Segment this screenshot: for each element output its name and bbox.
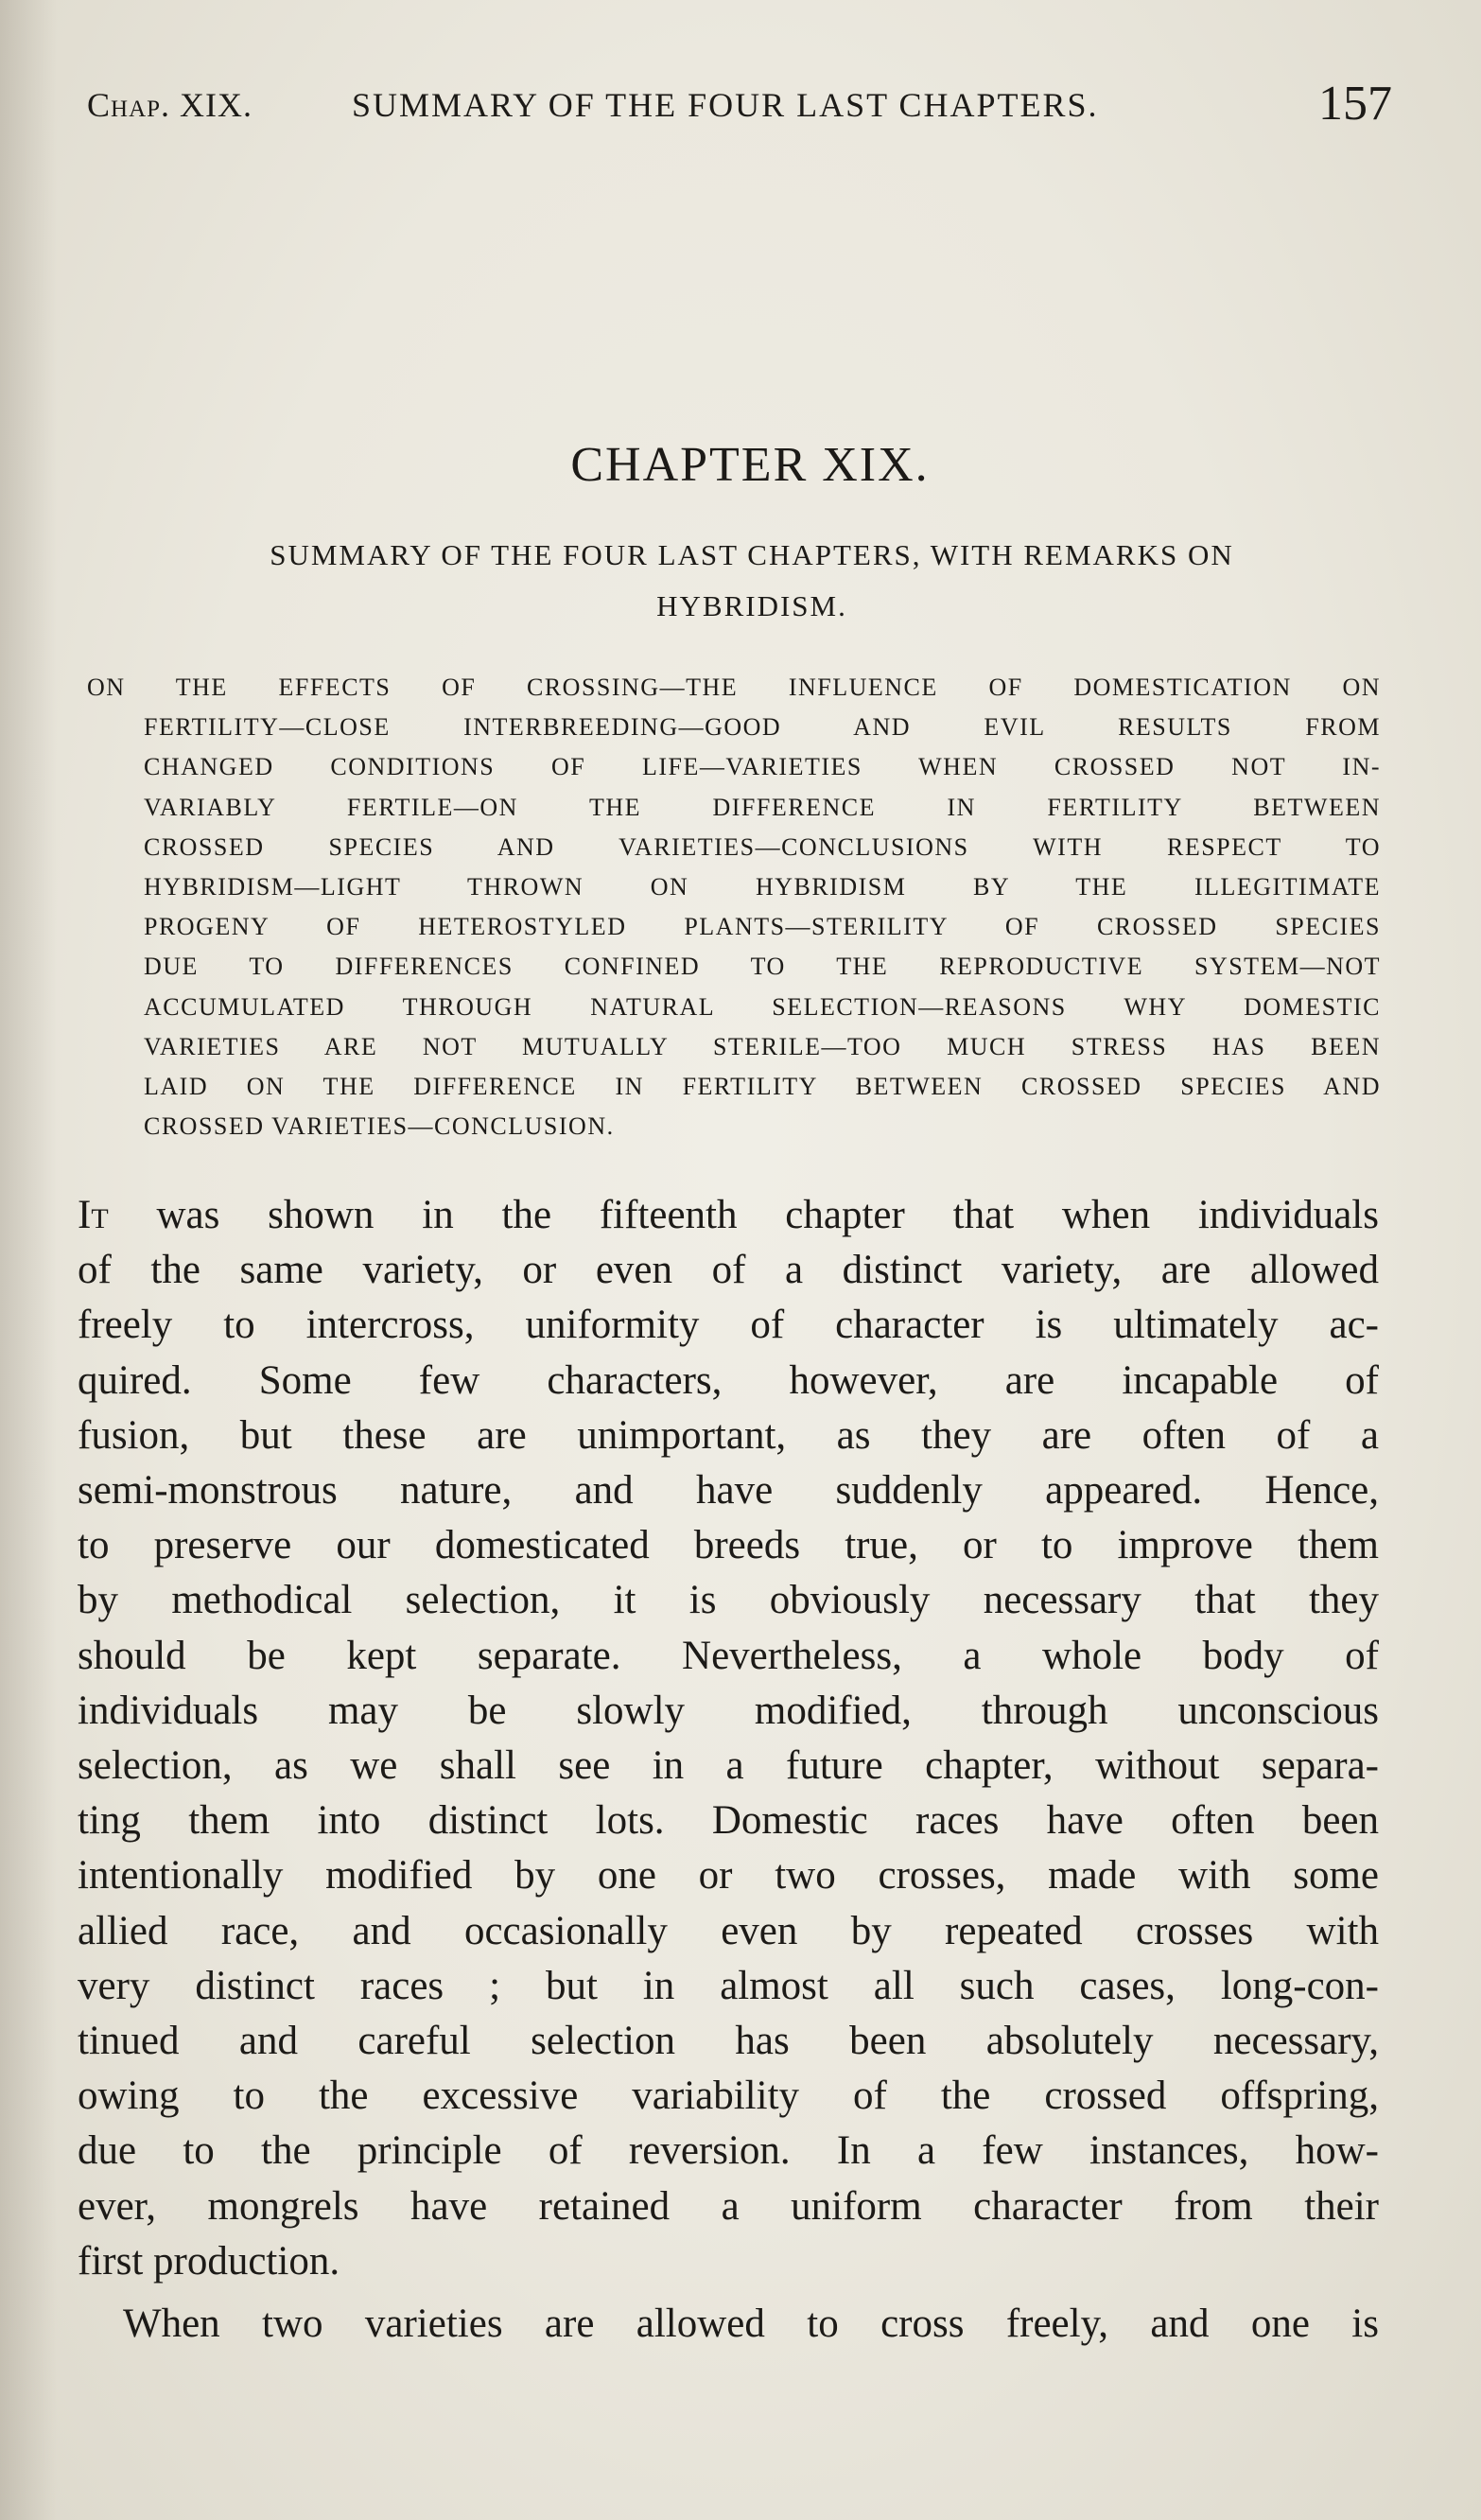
synopsis-line: ACCUMULATED THROUGH NATURAL SELECTION—REASONS WHY DOMESTIC — [144, 992, 1381, 1021]
body-line: due to the principle of reversion. In a few instances, how- — [78, 2128, 1379, 2174]
body-line: to preserve our domesticated breeds true, or to improve them — [78, 1523, 1379, 1568]
synopsis-line: VARIETIES ARE NOT MUTUALLY STERILE—TOO MUCH STRESS HAS BEEN — [144, 1032, 1381, 1060]
body-line: very distinct races ; but in almost all such cases, long-con- — [78, 1963, 1379, 2008]
running-head-chapter: Chap. XIX. — [87, 86, 253, 124]
body-line: owing to the excessive variability of the crossed offspring, — [78, 2074, 1379, 2119]
body-line: first production. — [78, 2238, 340, 2284]
body-line: allied race, and occasionally even by repeated crosses with — [78, 1908, 1379, 1953]
synopsis-line: HYBRIDISM—LIGHT THROWN ON HYBRIDISM BY THE ILLEGITIMATE — [144, 873, 1381, 901]
body-line: intentionally modified by one or two crosses, made with some — [78, 1853, 1379, 1899]
body-line: semi-monstrous nature, and have suddenly appeared. Hence, — [78, 1468, 1379, 1514]
body-line: quired. Some few characters, however, are incapable of — [78, 1357, 1379, 1403]
synopsis-line: PROGENY OF HETEROSTYLED PLANTS—STERILITY OF CROSSED SPECIES — [144, 913, 1381, 941]
body-line — [78, 1188, 1379, 1243]
body-line: freely to intercross, uniformity of character is ultimately ac- — [78, 1303, 1379, 1348]
synopsis-line: FERTILITY—CLOSE INTERBREEDING—GOOD AND EVIL RESULTS FROM — [144, 713, 1381, 742]
body-line: selection, as we shall see in a future chapter, without separa- — [78, 1743, 1379, 1789]
body-line: by methodical selection, it is obviously necessary that they — [78, 1578, 1379, 1623]
body-line: ever, mongrels have retained a uniform character from their — [78, 2183, 1379, 2229]
chapter-title: CHAPTER XIX. — [570, 438, 930, 492]
body-line: tinued and careful selection has been absolutely necessary, — [78, 2019, 1379, 2064]
body-line: fusion, but these are unimportant, as they are often of a — [78, 1412, 1379, 1458]
running-head — [87, 74, 1392, 140]
synopsis-line: LAID ON THE DIFFERENCE IN FERTILITY BETWEEN CROSSED SPECIES AND — [144, 1073, 1381, 1101]
body-line: should be kept separate. Nevertheless, a whole body of — [78, 1633, 1379, 1678]
body-line: When two varieties are allowed to cross freely, and one is — [123, 2301, 1379, 2347]
opening-word: It — [78, 1193, 109, 1237]
body-text — [78, 1188, 1379, 2352]
synopsis-line: VARIABLY FERTILE—ON THE DIFFERENCE IN FERTILITY BETWEEN — [144, 793, 1381, 821]
synopsis-line: ON THE EFFECTS OF CROSSING—THE INFLUENCE OF DOMESTICATION ON — [87, 674, 1381, 701]
body-line: of the same variety, or even of a distinct variety, are allowed — [78, 1248, 1379, 1293]
body-line: individuals may be slowly modified, through unconscious — [78, 1688, 1379, 1733]
body-line-text: was shown in the fifteenth chapter that when individuals — [108, 1193, 1379, 1237]
synopsis-line: CROSSED SPECIES AND VARIETIES—CONCLUSIONS WITH RESPECT TO — [144, 832, 1381, 861]
synopsis-line: CHANGED CONDITIONS OF LIFE—VARIETIES WHEN CROSSED NOT IN- — [144, 753, 1381, 781]
chapter-subtitle-line: HYBRIDISM. — [656, 589, 847, 622]
chapter-subtitle-line: SUMMARY OF THE FOUR LAST CHAPTERS, WITH REMARKS ON — [270, 538, 1234, 571]
body-line: ting them into distinct lots. Domestic races have often been — [78, 1798, 1379, 1844]
page-gutter-shadow — [0, 0, 57, 2520]
running-head-title: SUMMARY OF THE FOUR LAST CHAPTERS. — [352, 86, 1099, 124]
chapter-synopsis — [87, 668, 1381, 1146]
page-number: 157 — [1318, 77, 1392, 131]
synopsis-line: DUE TO DIFFERENCES CONFINED TO THE REPRODUCTIVE SYSTEM—NOT — [144, 953, 1381, 981]
chapter-subtitle — [142, 530, 1362, 632]
synopsis-line: CROSSED VARIETIES—CONCLUSION. — [144, 1112, 615, 1141]
